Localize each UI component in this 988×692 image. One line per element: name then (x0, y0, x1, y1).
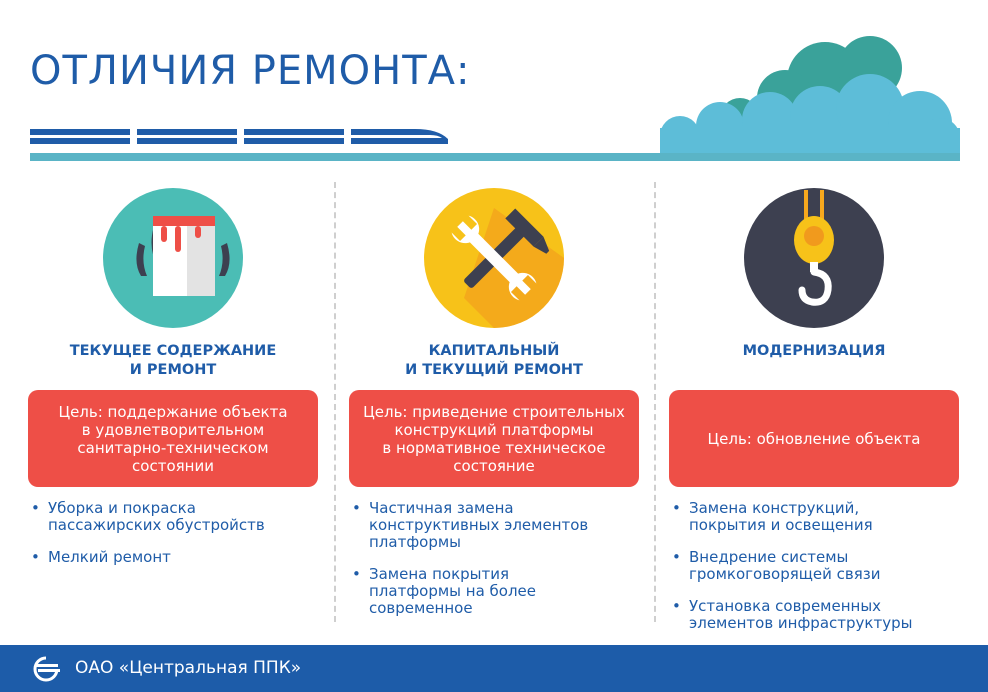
list-item: • Установка современных элементов инфраструктуры (664, 598, 964, 632)
wrench-hammer-icon (424, 188, 564, 328)
clouds-icon (620, 28, 965, 153)
list-item: • Частичная замена конструктивных элементов платформы (344, 500, 644, 551)
column-heading: КАПИТАЛЬНЫЙ И ТЕКУЩИЙ РЕМОНТ (405, 343, 583, 378)
list-item: • Замена конструкций, покрытия и освещения (664, 500, 964, 534)
goal-box (28, 390, 318, 487)
column-heading: МОДЕРНИЗАЦИЯ (742, 343, 886, 359)
goal-text: Цель: приведение строительных конструкций платформы в нормативное техническое состояние (363, 402, 625, 475)
rail-track (30, 153, 960, 161)
bullet-list (23, 500, 323, 581)
list-item: • Уборка и покраска пассажирских обустройств (23, 500, 323, 534)
goal-box (669, 390, 959, 487)
paint-bucket-icon (103, 188, 243, 328)
goal-text: Цель: обновление объекта (707, 429, 921, 448)
column-divider (654, 182, 656, 622)
company-name: ОАО «Центральная ППК» (75, 658, 302, 678)
goal-box (349, 390, 639, 487)
column-heading: ТЕКУЩЕЕ СОДЕРЖАНИЕ И РЕМОНТ (69, 343, 277, 378)
company-logo-icon (30, 656, 62, 682)
list-item: • Замена покрытия платформы на более современное (344, 566, 644, 617)
list-item: • Внедрение системы громкоговорящей связи (664, 549, 964, 583)
bullet-list (664, 500, 964, 647)
bullet-list (344, 500, 644, 632)
list-item: • Мелкий ремонт (23, 549, 323, 566)
crane-hook-icon (744, 188, 884, 328)
column-divider (334, 182, 336, 622)
train-icon (30, 127, 455, 151)
page-title: ОТЛИЧИЯ РЕМОНТА: (30, 48, 471, 94)
footer-bar (0, 645, 988, 692)
goal-text: Цель: поддержание объекта в удовлетворительном санитарно-техническом состоянии (58, 402, 288, 475)
